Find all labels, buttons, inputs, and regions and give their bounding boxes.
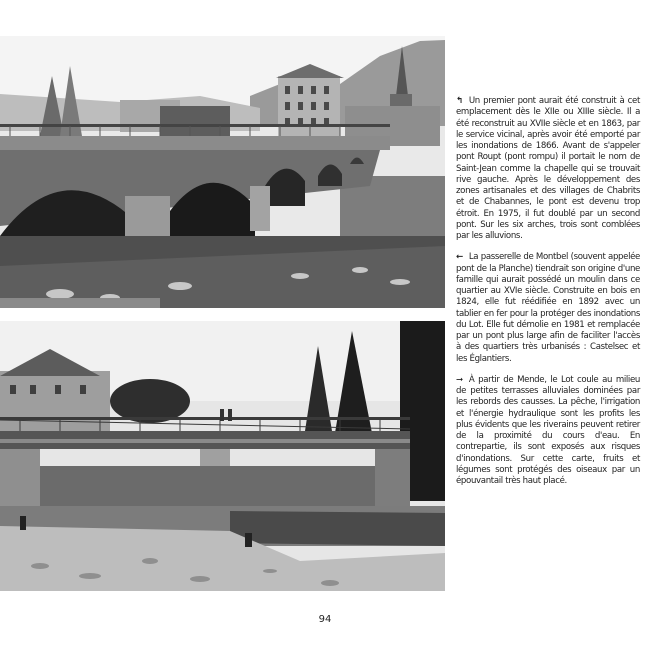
arrow-left-icon: ←: [456, 252, 463, 263]
arrow-up-left-icon: ↰: [456, 96, 463, 106]
caption-paragraph: [456, 375, 640, 488]
caption-text: La passerelle de Montbel (souvent appelée pont de la Planche) tiendrait son origine d'une famille qui aurait possédé un moulin dans ce quartier au XVIe siècle. Construite en bois en 1824, elle fut réédifiée en 1892 avec un tablier en fer pour la protéger des inondations du Lot. Elle fut démolie en 1981 et remplacée par un pont plus large afin de faciliter l'accès à des quartiers très urbanisés : Castelsec et les Églantiers.: [456, 252, 640, 364]
caption-text: À partir de Mende, le Lot coule au milieu de petites terrasses alluviales dominées par les rebords des causses. La pêche, l'irrigation et l'énergie hydraulique sont les profits les plus évidents que les riverains peuvent retirer de la proximité du cours d'eau. En contrepartie, ils sont exposés aux risques d'inondations. Sur cette carte, fruits et légumes sont protégés des oiseaux par un épouvantail très haut placé.: [456, 374, 640, 486]
photo-stone-bridge: [0, 36, 445, 308]
caption-paragraph: [456, 96, 640, 242]
caption-paragraph: [456, 252, 640, 365]
arrow-right-icon: ➞: [456, 374, 463, 385]
page-number: 94: [318, 614, 332, 625]
photo-iron-footbridge: [0, 321, 445, 591]
caption-column: [456, 96, 640, 497]
caption-text: Un premier pont aurait été construit à cet emplacement dès le XIIe ou XIIIe siècle. Il a été reconstruit au XVIIe siècle et en 1863, par le service vicinal, après avoir été emporté par les inondations de 1866. Avant de s'appeler pont Roupt (pont rompu) il portait le nom de Saint-Jean comme la chapelle qui se trouvait rive gauche. Après le développement des zones artisanales et des villages de Chabrits et de Chabannes, le pont est devenu trop étroit. En 1975, il fut doublé par un second pont. Sur les six arches, trois sont comblées par les alluvions.: [456, 96, 640, 241]
